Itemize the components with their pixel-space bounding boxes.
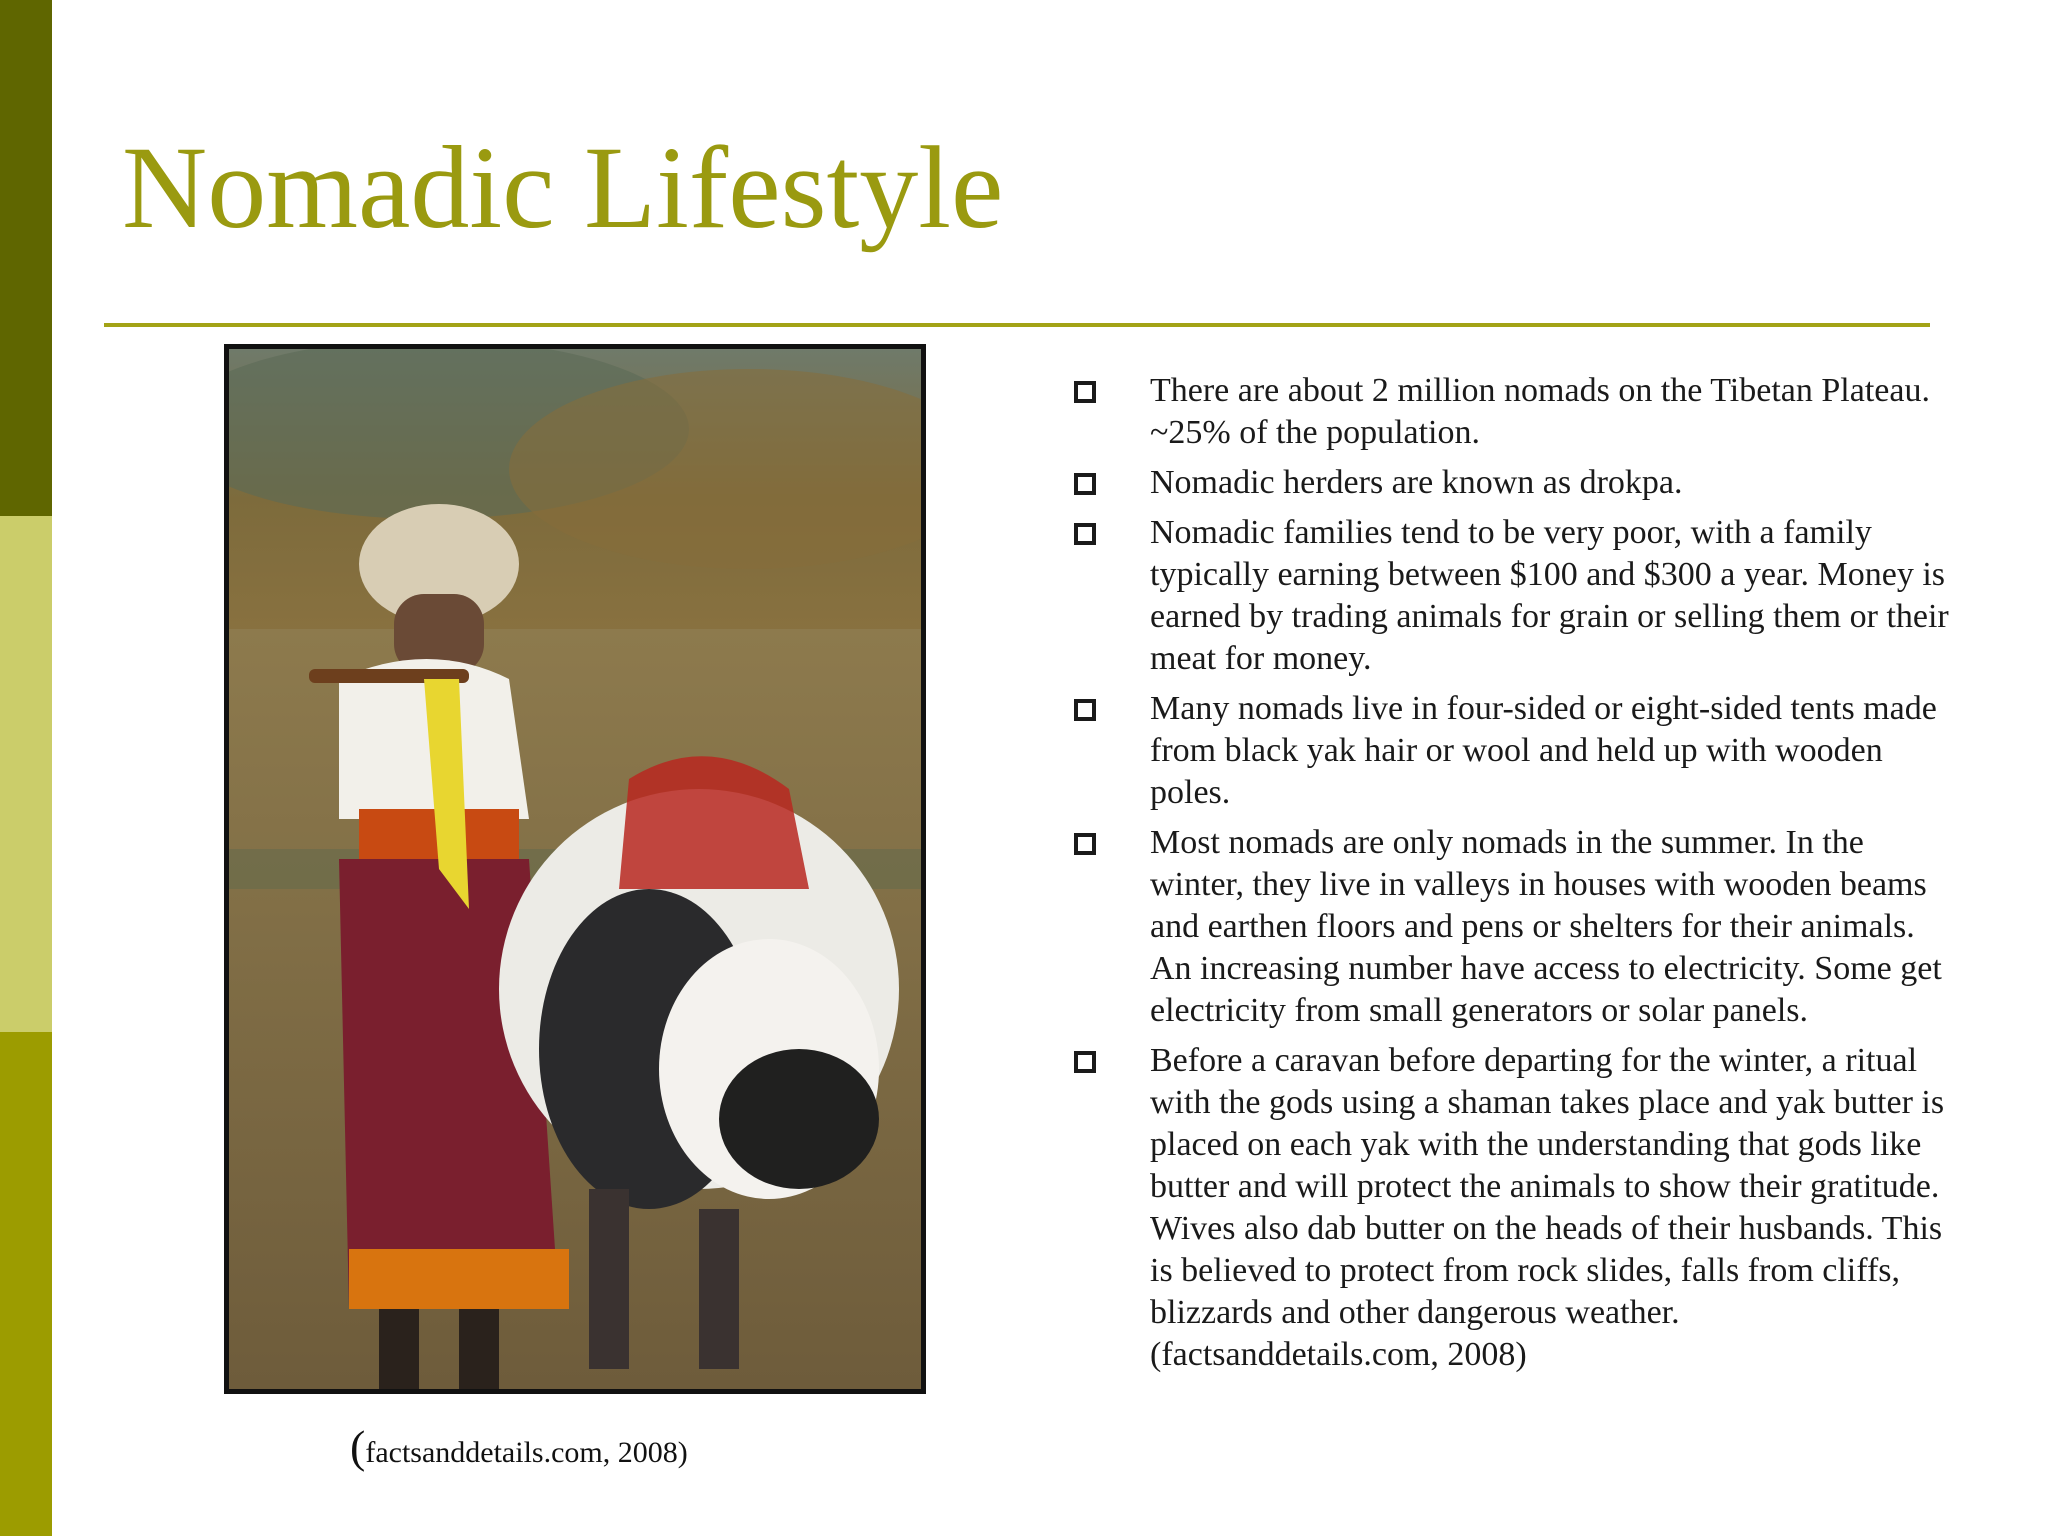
photo-caption (350, 1420, 688, 1473)
square-bullet-icon (1074, 381, 1096, 403)
square-bullet-icon (1074, 699, 1096, 721)
bullet-item (1070, 822, 1950, 1032)
nomad-with-yak-photo (224, 344, 926, 1394)
title-divider (104, 323, 1930, 327)
square-bullet-icon (1074, 473, 1096, 495)
sidebar-band-light (0, 516, 52, 1032)
bullet-text: Most nomads are only nomads in the summer. In the winter, they live in valleys in houses with wooden beams and earthen floors and pens or shelters for their animals. An increasing number have access to electricity. Some get electricity from small generators or solar panels. (1150, 824, 1942, 1029)
bullet-text: There are about 2 million nomads on the Tibetan Plateau. ~25% of the population. (1150, 372, 1930, 451)
bullet-text: Many nomads live in four-sided or eight-sided tents made from black yak hair or wool and held up with wooden poles. (1150, 690, 1937, 811)
caption-paren: ( (350, 1421, 366, 1472)
bullet-text: Nomadic herders are known as drokpa. (1150, 464, 1683, 501)
bullet-item (1070, 370, 1950, 454)
bullet-text: Nomadic families tend to be very poor, with a family typically earning between $100 and $300 a year. Money is earned by trading animals for grain or selling them or their meat for money. (1150, 514, 1949, 677)
square-bullet-icon (1074, 523, 1096, 545)
sidebar-band-dark (0, 0, 52, 516)
bullet-item (1070, 688, 1950, 814)
bullet-list (1070, 370, 1950, 1384)
bullet-text: Before a caravan before departing for the winter, a ritual with the gods using a shaman takes place and yak butter is placed on each yak with the understanding that gods like butter and will protect the animals to show their gratitude. Wives also dab butter on the heads of their husbands. This is believed to protect from rock slides, falls from cliffs, blizzards and other dangerous weather. (factsanddetails.com, 2008) (1150, 1042, 1945, 1373)
square-bullet-icon (1074, 833, 1096, 855)
bullet-item (1070, 1040, 1950, 1376)
photo-illustration (229, 349, 921, 1389)
bullet-item (1070, 462, 1950, 504)
square-bullet-icon (1074, 1051, 1096, 1073)
bullet-item (1070, 512, 1950, 680)
sidebar-band-mid (0, 1032, 52, 1536)
caption-text: factsanddetails.com, 2008) (365, 1436, 688, 1469)
slide-title: Nomadic Lifestyle (122, 122, 1004, 253)
slide-sidebar-decoration (0, 0, 52, 1536)
